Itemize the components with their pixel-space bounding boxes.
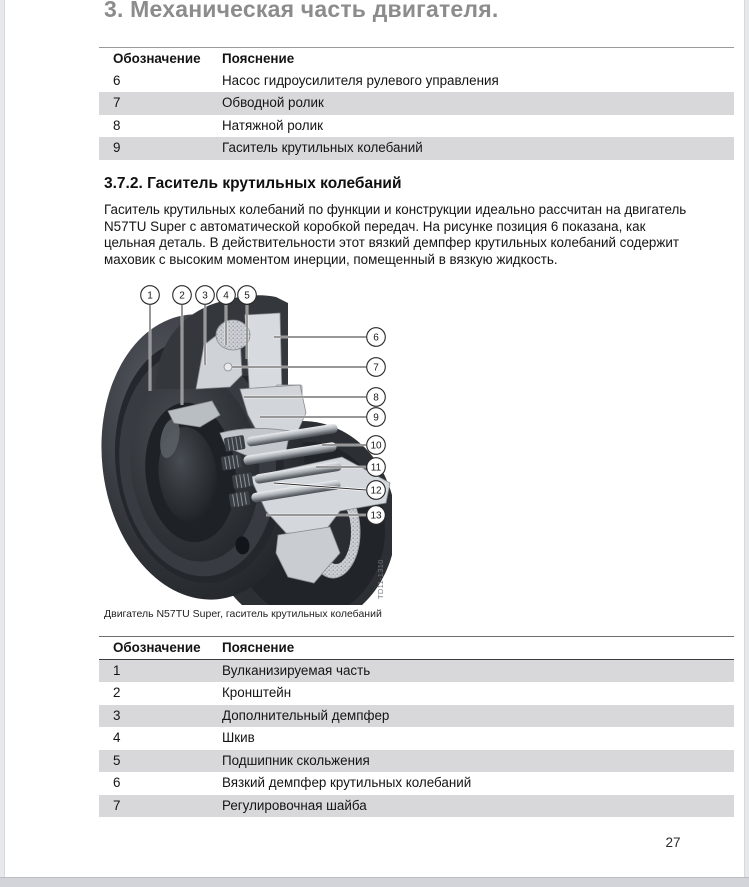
callout-4 [217, 286, 236, 305]
svg-text:12: 12 [370, 485, 382, 497]
row-number: 1 [113, 662, 121, 678]
svg-text:11: 11 [370, 462, 382, 474]
callout-6 [367, 328, 386, 347]
svg-text:3: 3 [202, 290, 208, 302]
table-row [99, 795, 734, 818]
damper-figure [100, 285, 392, 605]
row-number: 8 [113, 117, 121, 133]
row-description: Регулировочная шайба [222, 797, 367, 813]
callout-13 [367, 506, 386, 525]
row-description: Насос гидроусилителя рулевого управления [222, 72, 499, 88]
table-header-row [99, 637, 734, 660]
svg-text:13: 13 [370, 510, 382, 522]
chapter-title: 3. Механическая часть двигателя. [104, 0, 499, 22]
svg-text:10: 10 [370, 440, 382, 452]
col-header-designation: Обозначение [113, 640, 201, 655]
svg-text:9: 9 [373, 412, 379, 424]
legend-table-top [99, 47, 734, 160]
row-description: Обводной ролик [222, 95, 324, 110]
row-description: Дополнительный демпфер [222, 707, 390, 723]
figure-caption: Двигатель N57TU Super, гаситель крутильных колебаний [104, 608, 382, 620]
col-header-explanation: Пояснение [222, 51, 295, 66]
table-header-row [99, 48, 734, 70]
callout-12 [367, 481, 386, 500]
svg-text:7: 7 [373, 362, 379, 374]
page-edge-left [0, 0, 5, 887]
legend-table-bottom [99, 636, 734, 817]
row-description: Кронштейн [222, 685, 292, 700]
table-row [99, 682, 734, 705]
row-number: 6 [113, 72, 121, 88]
svg-text:6: 6 [373, 332, 379, 344]
callout-9 [367, 408, 386, 427]
table-row [99, 772, 734, 795]
row-description: Вулканизируемая часть [222, 662, 371, 678]
callout-1 [141, 286, 160, 305]
row-number: 6 [113, 775, 121, 790]
row-number: 4 [113, 730, 121, 745]
table-row [99, 750, 734, 773]
table-row [99, 137, 734, 160]
svg-text:4: 4 [223, 290, 229, 302]
page-edge-right [744, 0, 749, 887]
table-row [99, 115, 734, 138]
row-description: Вязкий демпфер крутильных колебаний [222, 775, 472, 790]
table-row [99, 92, 734, 115]
callout-2 [173, 286, 192, 305]
svg-text:1: 1 [147, 290, 153, 302]
row-number: 3 [113, 707, 121, 723]
section-heading: 3.7.2. Гаситель крутильных колебаний [104, 175, 402, 192]
section-paragraph: Гаситель крутильных колебаний по функции и конструкции идеально рассчитан на двигатель N57TU Super с автоматической коробкой передач. На рисунке позиция 6 показана, как цельная деталь. В действительности этот вязкий демпфер крутильных колебаний содержит маховик с высоким моментом инерции, помещенный в вязкую жидкость. [104, 202, 687, 267]
callout-5 [238, 286, 257, 305]
callout-7 [367, 358, 386, 377]
col-header-designation: Обозначение [113, 51, 201, 66]
table-row [99, 705, 734, 728]
row-number: 2 [113, 685, 121, 700]
row-description: Натяжной ролик [222, 117, 323, 133]
row-number: 7 [113, 797, 121, 813]
row-description: Подшипник скольжения [222, 752, 370, 768]
table-row [99, 727, 734, 750]
callout-11 [367, 458, 386, 477]
row-description: Шкив [222, 730, 255, 745]
row-number: 7 [113, 95, 121, 110]
svg-text:8: 8 [373, 392, 379, 404]
callout-3 [196, 286, 215, 305]
table-row [99, 659, 734, 682]
row-description: Гаситель крутильных колебаний [222, 140, 423, 155]
svg-text:2: 2 [179, 290, 185, 302]
page-edge-bottom [0, 877, 749, 887]
svg-text:5: 5 [244, 290, 250, 302]
callout-10 [367, 436, 386, 455]
figure-ref-code: TD11-1310 [376, 559, 385, 599]
col-header-explanation: Пояснение [222, 640, 295, 655]
row-number: 9 [113, 140, 121, 155]
callout-8 [367, 388, 386, 407]
table-row [99, 70, 734, 93]
page-number: 27 [665, 835, 681, 850]
row-number: 5 [113, 752, 121, 768]
